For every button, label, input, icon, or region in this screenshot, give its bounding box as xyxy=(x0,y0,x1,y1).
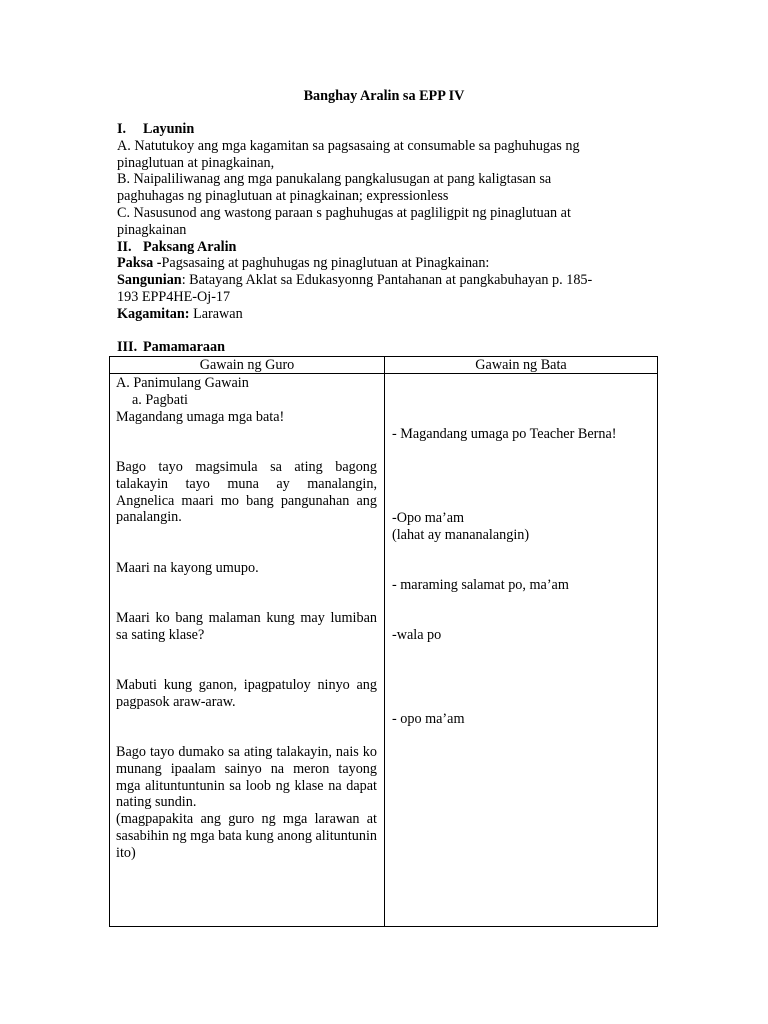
table-header-guro: Gawain ng Guro xyxy=(199,357,295,373)
bata-prayer-1: -Opo ma’am xyxy=(392,510,465,526)
guro-part-a: A. Panimulang Gawain xyxy=(116,375,249,391)
paksa-label: Paksa - xyxy=(117,255,162,272)
sangunian-line xyxy=(117,272,647,289)
bata-prayer-2: (lahat ay mananalangin) xyxy=(392,527,530,543)
guro-greeting: Magandang umaga mga bata! xyxy=(116,409,285,425)
objective-line: B. Naipaliliwanag ang mga panukalang pangkalusugan at pang kaligtasan sa xyxy=(117,171,552,188)
section-heading xyxy=(117,339,647,356)
table-header-divider xyxy=(110,373,657,374)
section-heading-label: Layunin xyxy=(143,121,195,137)
bata-greeting: - Magandang umaga po Teacher Berna! xyxy=(392,426,617,442)
bata-absent: -wala po xyxy=(392,627,442,643)
guro-rules: Bago tayo dumako sa ating talakayin, nais ko munang ipaalam sainyo na meron tayong mga alituntuntunin sa loob ng klase na dapat nating sundin. xyxy=(116,744,377,811)
objective-line: pinagkainan xyxy=(117,221,187,238)
sangunian-line-2: 193 EPP4HE-Oj-17 xyxy=(117,288,231,305)
pamamaraan-table xyxy=(109,356,658,927)
section-heading xyxy=(117,239,647,256)
guro-prayer: Bago tayo magsimula sa ating bagong talakayin tayo muna ay manalangin, Angnelica maari mo bang pangunahan ang panalangin. xyxy=(116,459,377,526)
bata-thanks: - maraming salamat po, ma’am xyxy=(392,577,569,593)
kagamitan-line xyxy=(117,306,647,323)
sangunian-value: : Batayang Aklat sa Edukasyonng Pantahanan at pangkabuhayan p. 185- xyxy=(181,272,593,289)
kagamitan-value: Larawan xyxy=(189,305,243,322)
guro-sit: Maari na kayong umupo. xyxy=(116,560,259,576)
sangunian-label: Sangunian xyxy=(117,272,182,289)
kagamitan-label: Kagamitan: xyxy=(117,305,190,322)
section-number: I. xyxy=(117,121,127,137)
section-heading xyxy=(117,121,647,138)
guro-absent: Maari ko bang malaman kung may lumiban sa sating klase? xyxy=(116,610,377,643)
objective-line: C. Nasusunod ang wastong paraan s paghuhugas at pagliligpit ng pinaglutuan at xyxy=(117,204,571,221)
objective-line: A. Natutukoy ang mga kagamitan sa pagsasaing at consumable sa paghuhugas ng xyxy=(117,137,580,154)
paksa-value: Pagsasaing at paghuhugas ng pinaglutuan at Pinagkainan: xyxy=(161,255,490,272)
guro-rules-note: (magpapakita ang guro ng mga larawan at sasabihin ng mga bata kung anong alituntunin ito) xyxy=(116,811,377,861)
section-number: II. xyxy=(117,238,132,255)
section-heading-label: Paksang Aralin xyxy=(143,238,237,255)
objective-line: paghuhagas ng pinaglutuan at pinagkainan; expressionless xyxy=(117,188,449,205)
document-title: Banghay Aralin sa EPP IV xyxy=(303,88,465,104)
section-number: III. xyxy=(117,339,138,355)
objective-line: pinaglutuan at pinagkainan, xyxy=(117,154,275,171)
table-header-bata: Gawain ng Bata xyxy=(475,357,567,373)
guro-good: Mabuti kung ganon, ipagpatuloy ninyo ang pagpasok araw-araw. xyxy=(116,677,377,710)
section-layunin xyxy=(117,121,647,323)
paksa-line xyxy=(117,255,647,272)
table-column-divider xyxy=(384,357,385,926)
bata-ok: - opo ma’am xyxy=(392,711,465,727)
section-heading-label: Pamamaraan xyxy=(143,339,225,355)
guro-sub-a: a. Pagbati xyxy=(132,392,188,408)
